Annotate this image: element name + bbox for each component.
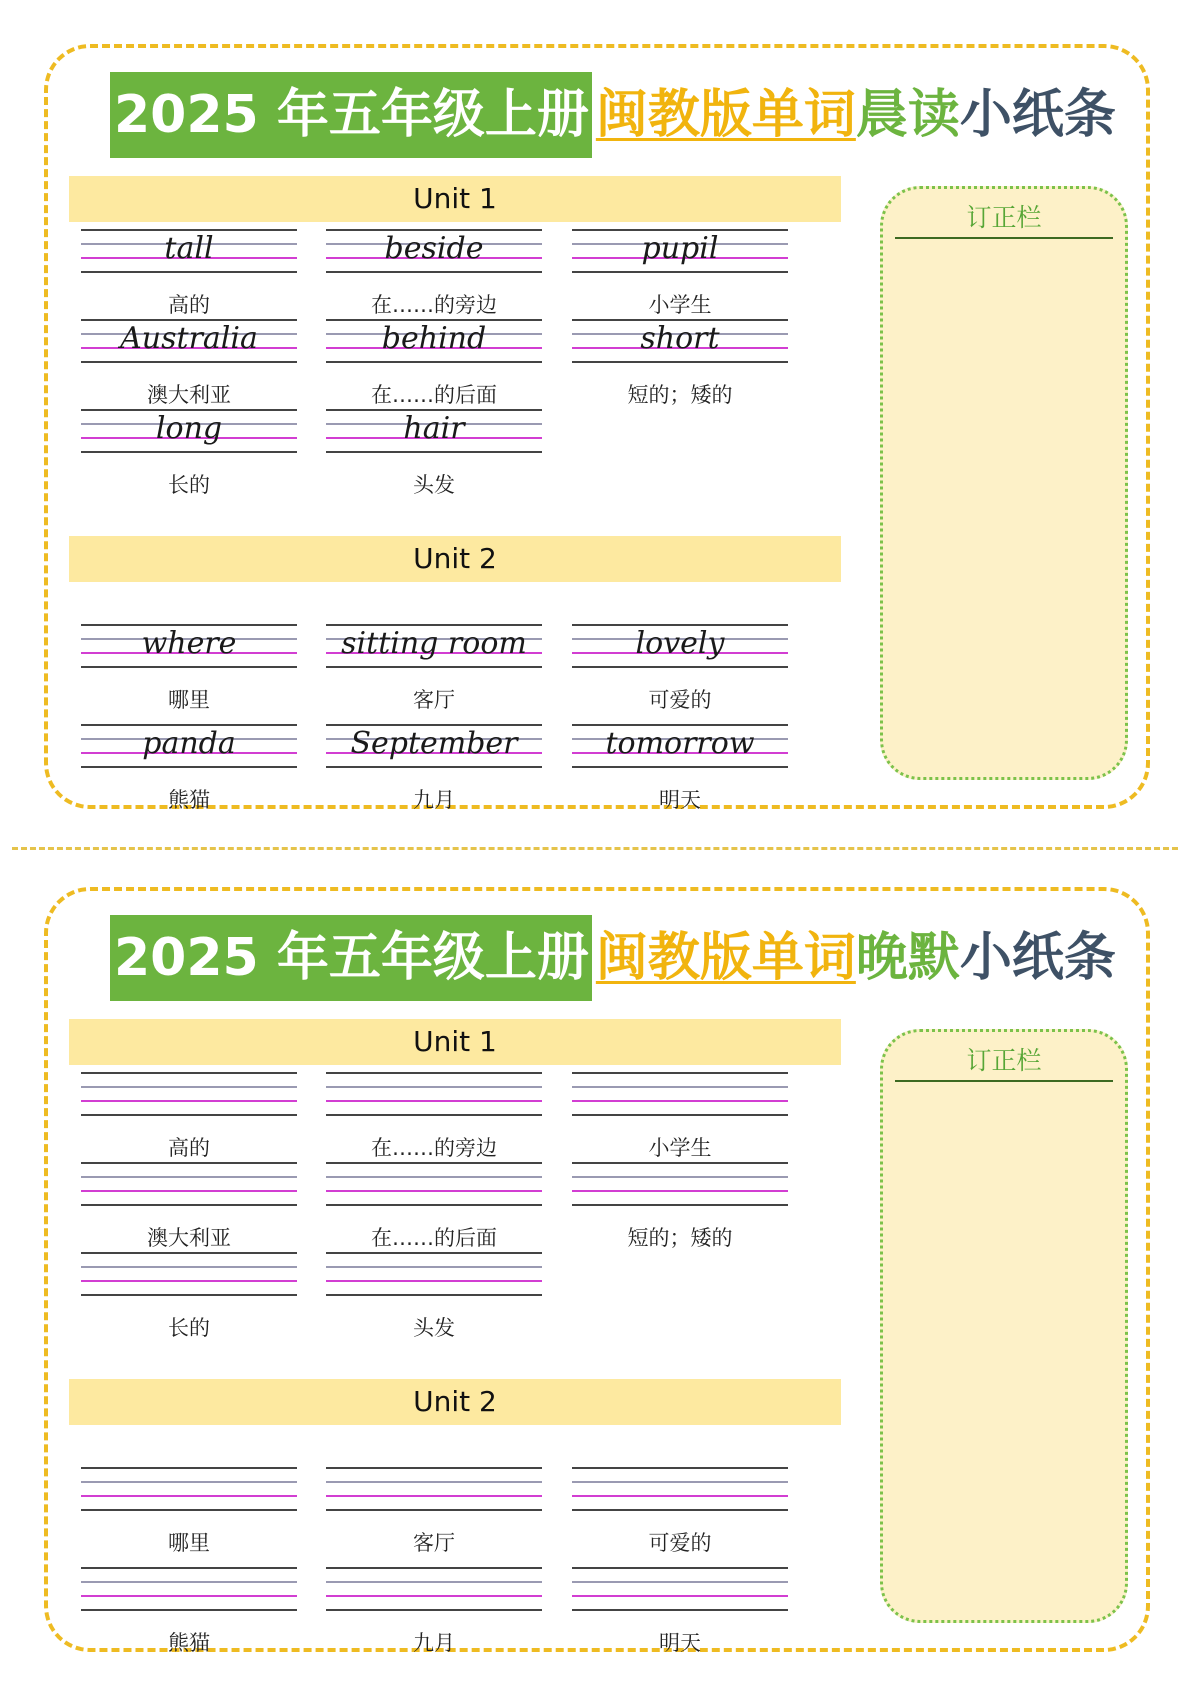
word-card (326, 229, 542, 321)
chinese-meaning: 客厅 (413, 688, 455, 712)
correction-panel[interactable] (880, 1029, 1128, 1623)
writing-lines[interactable] (81, 1162, 297, 1208)
word-card (81, 1162, 297, 1254)
chinese-meaning: 熊猫 (168, 1631, 210, 1655)
english-word: Australia (120, 321, 258, 356)
chinese-meaning: 小学生 (648, 293, 712, 317)
word-card (81, 1467, 297, 1559)
writing-lines[interactable] (81, 1567, 297, 1613)
chinese-meaning: 熊猫 (168, 788, 210, 812)
english-word: beside (384, 231, 484, 266)
word-card (81, 229, 297, 321)
chinese-meaning: 可爱的 (648, 1531, 712, 1555)
writing-lines[interactable] (81, 1252, 297, 1298)
chinese-meaning: 哪里 (168, 1531, 210, 1555)
word-card (81, 319, 297, 411)
word-card (326, 724, 542, 816)
english-word: panda (142, 726, 236, 761)
word-card (572, 1072, 788, 1164)
word-card (572, 1467, 788, 1559)
cut-line (12, 847, 1178, 850)
title-mode: 晨读 (855, 85, 960, 145)
chinese-meaning: 高的 (168, 1136, 210, 1160)
writing-lines[interactable] (326, 1252, 542, 1298)
chinese-meaning: 九月 (413, 788, 455, 812)
english-word: short (640, 321, 720, 356)
chinese-meaning: 长的 (168, 473, 210, 497)
english-word: tomorrow (605, 726, 755, 761)
title-textbook: 闽教版单词 (595, 85, 856, 145)
english-word: sitting room (341, 626, 527, 661)
correction-panel[interactable] (880, 186, 1128, 780)
chinese-meaning: 头发 (413, 473, 455, 497)
english-word: tall (164, 231, 214, 266)
chinese-meaning: 哪里 (168, 688, 210, 712)
writing-lines[interactable] (81, 1072, 297, 1118)
word-card (572, 624, 788, 716)
english-word: hair (403, 411, 465, 446)
chinese-meaning: 澳大利亚 (147, 1226, 231, 1250)
chinese-meaning: 短的；矮的 (627, 383, 733, 407)
chinese-meaning: 高的 (168, 293, 210, 317)
writing-lines[interactable] (326, 1467, 542, 1513)
chinese-meaning: 头发 (413, 1316, 455, 1340)
chinese-meaning: 明天 (659, 788, 701, 812)
chinese-meaning: 在……的后面 (371, 383, 497, 407)
evening-dictation-card (44, 887, 1150, 1655)
word-card (572, 1162, 788, 1254)
chinese-meaning: 在……的旁边 (371, 1136, 497, 1160)
word-card (81, 1072, 297, 1164)
word-card (326, 409, 542, 501)
unit-header: Unit 1 (69, 176, 841, 222)
correction-title: 订正栏 (895, 1044, 1113, 1082)
writing-lines[interactable] (572, 1072, 788, 1118)
english-word: pupil (641, 231, 719, 266)
chinese-meaning: 小学生 (648, 1136, 712, 1160)
english-word: where (141, 626, 237, 661)
unit-header: Unit 1 (69, 1019, 841, 1065)
english-word: behind (381, 321, 487, 356)
unit-header: Unit 2 (69, 1379, 841, 1425)
word-card (326, 319, 542, 411)
word-card (572, 229, 788, 321)
title-mode: 晚默 (855, 928, 960, 988)
word-card (572, 319, 788, 411)
title-textbook: 闽教版单词 (595, 928, 856, 988)
chinese-meaning: 客厅 (413, 1531, 455, 1555)
word-card (326, 1162, 542, 1254)
word-card (326, 1467, 542, 1559)
correction-title: 订正栏 (895, 201, 1113, 239)
english-word: long (155, 411, 223, 446)
word-card (326, 1567, 542, 1659)
word-card (81, 624, 297, 716)
english-word: lovely (635, 626, 725, 661)
title-grade: 2025 年五年级上册 (110, 915, 592, 1001)
word-card (81, 724, 297, 816)
writing-lines[interactable] (326, 1567, 542, 1613)
unit-header: Unit 2 (69, 536, 841, 582)
writing-lines[interactable] (326, 1162, 542, 1208)
word-card (572, 1567, 788, 1659)
writing-lines[interactable] (326, 1072, 542, 1118)
title-slip: 小纸条 (959, 928, 1116, 988)
page-title (110, 915, 1116, 1001)
word-card (326, 624, 542, 716)
word-card (326, 1252, 542, 1344)
word-card (81, 1567, 297, 1659)
english-word: September (350, 726, 518, 761)
chinese-meaning: 长的 (168, 1316, 210, 1340)
title-grade: 2025 年五年级上册 (110, 72, 592, 158)
chinese-meaning: 在……的后面 (371, 1226, 497, 1250)
chinese-meaning: 短的；矮的 (627, 1226, 733, 1250)
word-card (572, 724, 788, 816)
chinese-meaning: 在……的旁边 (371, 293, 497, 317)
title-slip: 小纸条 (959, 85, 1116, 145)
writing-lines[interactable] (572, 1567, 788, 1613)
word-card (81, 1252, 297, 1344)
chinese-meaning: 可爱的 (648, 688, 712, 712)
chinese-meaning: 澳大利亚 (147, 383, 231, 407)
morning-reading-card (44, 44, 1150, 812)
writing-lines[interactable] (81, 1467, 297, 1513)
writing-lines[interactable] (572, 1467, 788, 1513)
word-card (81, 409, 297, 501)
writing-lines[interactable] (572, 1162, 788, 1208)
page-title (110, 72, 1116, 158)
word-card (326, 1072, 542, 1164)
chinese-meaning: 明天 (659, 1631, 701, 1655)
chinese-meaning: 九月 (413, 1631, 455, 1655)
